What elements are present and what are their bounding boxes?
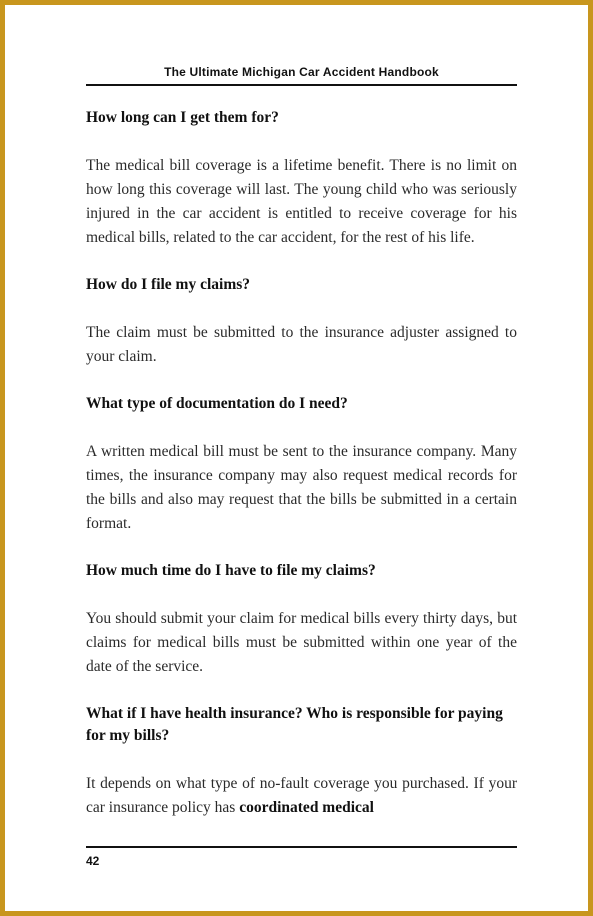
footer-divider: [86, 846, 517, 848]
bold-term: coordinated medical: [239, 799, 374, 816]
section-heading: How much time do I have to file my claims?: [86, 562, 376, 579]
paragraph-text: It depends on what type of no-fault coverage you purchased. If your car insurance policy has: [86, 775, 517, 816]
section-heading: How do I file my claims?: [86, 276, 251, 293]
faq-section: [86, 107, 517, 250]
faq-section: [86, 274, 517, 369]
running-header-title: The Ultimate Michigan Car Accident Handbook: [164, 65, 439, 79]
section-paragraph: [86, 772, 517, 820]
page-number: 42: [86, 854, 100, 868]
faq-section: [86, 393, 517, 536]
section-paragraph: The claim must be submitted to the insurance adjuster assigned to your claim.: [86, 324, 517, 365]
section-paragraph: You should submit your claim for medical bills every thirty days, but claims for medical bills must be submitted within one year of the date of the service.: [86, 610, 517, 675]
section-heading: How long can I get them for?: [86, 109, 279, 126]
faq-section: [86, 703, 517, 820]
page-content: [86, 107, 517, 844]
section-paragraph: A written medical bill must be sent to the insurance company. Many times, the insurance company may also request medical records for the bills and also may request that the bills be submitted in a certain format.: [86, 443, 517, 532]
section-paragraph: The medical bill coverage is a lifetime benefit. There is no limit on how long this coverage will last. The young child who was seriously injured in the car accident is entitled to receive coverage for his medical bills, related to the car accident, for the rest of his life.: [86, 157, 517, 246]
header-divider: [86, 84, 517, 86]
section-heading: What type of documentation do I need?: [86, 395, 348, 412]
faq-section: [86, 560, 517, 679]
section-heading: What if I have health insurance? Who is responsible for paying for my bills?: [86, 705, 503, 744]
